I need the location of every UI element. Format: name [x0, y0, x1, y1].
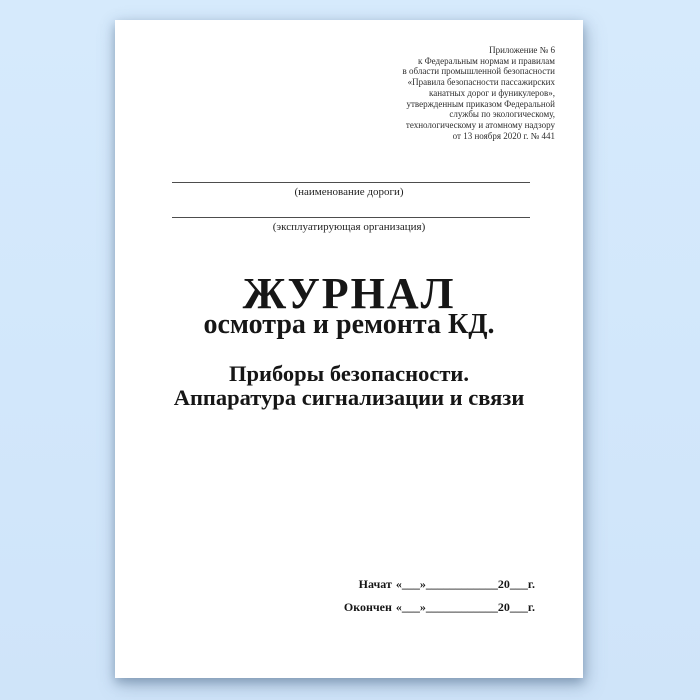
end-date-label: Окончен	[343, 600, 392, 614]
start-date-row	[338, 577, 535, 592]
journal-section-line: Приборы безопасности.	[228, 361, 470, 386]
journal-subtitle: осмотра и ремонта КД.	[203, 309, 495, 340]
legal-reference-line: к Федеральным нормам и правилам	[417, 55, 555, 66]
road-name-caption: (наименование дороги)	[294, 186, 404, 198]
legal-reference-line: службы по экологическому,	[449, 109, 555, 120]
legal-reference	[403, 45, 556, 141]
legal-reference-line: Приложение № 6	[489, 45, 555, 55]
journal-section-title	[115, 362, 583, 410]
end-date-row	[338, 600, 535, 615]
operating-organization-blank-line	[172, 217, 530, 218]
road-name-blank-line	[172, 182, 530, 183]
legal-reference-line: «Правила безопасности пассажирских	[407, 77, 555, 88]
legal-reference-line: канатных дорог и фуникулеров»,	[428, 87, 555, 98]
legal-reference-line: утвержденным приказом Федеральной	[406, 98, 555, 109]
legal-reference-line: в области промышленной безопасности	[402, 66, 555, 77]
start-end-dates	[338, 577, 535, 623]
start-date-blank: «___»____________20___г.	[395, 577, 535, 591]
journal-cover-page	[115, 20, 583, 678]
start-date-label: Начат	[358, 577, 392, 591]
legal-reference-line: технологическому и атомному надзору	[405, 119, 555, 130]
journal-section-line: Аппаратура сигнализации и связи	[173, 385, 525, 410]
legal-reference-line: от 13 ноября 2020 г. № 441	[452, 130, 555, 141]
operating-organization-caption: (эксплуатирующая организация)	[272, 221, 426, 233]
end-date-blank: «___»____________20___г.	[395, 600, 535, 614]
journal-title: ЖУРНАЛ	[242, 269, 456, 318]
